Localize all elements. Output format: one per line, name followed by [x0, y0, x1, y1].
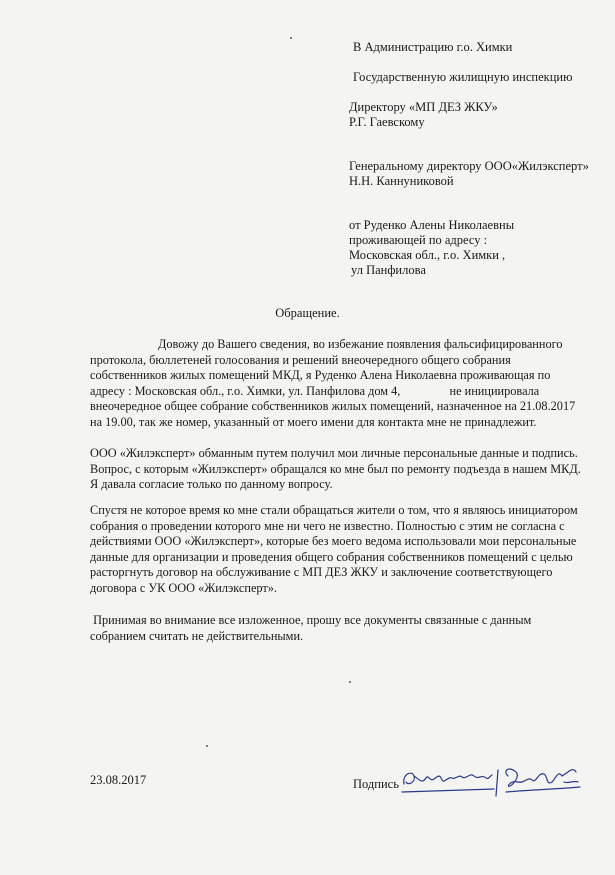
recipient-director-dez — [349, 100, 498, 130]
address-line: Р.Г. Гаевскому — [349, 115, 425, 129]
address-line: Директору «МП ДЕЗ ЖКУ» — [349, 100, 498, 114]
paragraph-3 — [90, 503, 592, 597]
sender-line: ул Панфилова — [351, 263, 426, 277]
paragraph-4 — [90, 613, 592, 644]
recipient-administration — [353, 40, 512, 55]
paragraph-line: внеочередное общее собрание собственников жилых помещений, назначенное на 21.08.2017 — [90, 399, 576, 414]
signature-label: Подпись — [353, 777, 399, 791]
paragraph-line: ООО «Жилэксперт» обманным путем получил мои личные персональные данные и подпись. — [90, 446, 578, 460]
paragraph-line: Довожу до Вашего сведения, во избежание появления фальсифицированного — [158, 337, 563, 351]
scan-speck — [290, 37, 292, 39]
paragraph-line: данные для организации и проведения общего собрания собственников помещений с целью — [90, 549, 573, 564]
handwritten-signature — [398, 762, 588, 802]
sender-line: Московская обл., г.о. Химки , — [349, 248, 506, 262]
paragraph-1 — [90, 337, 592, 431]
paragraph-line: на 19.00, так же номер, указанный от моего имени для контакта мне не принадлежит. — [90, 414, 537, 429]
sender-line: от Руденко Алены Николаевны — [349, 218, 515, 232]
paragraph-line: действиями ООО «Жилэксперт», которые без моего ведома использовали мои персональные — [90, 534, 577, 549]
address-line: Н.Н. Каннуниковой — [349, 174, 454, 188]
sender-line: проживающей по адресу : — [349, 233, 488, 247]
sender-block — [349, 218, 514, 278]
paragraph-line: Принимая во внимание все изложенное, прошу все документы связанные с данным — [90, 613, 532, 627]
recipient-inspection — [353, 70, 572, 85]
paragraph-line: Я давала согласие только по данному вопросу. — [90, 477, 333, 492]
paragraph-line: собрания о проведении которого мне ни чего не известно. Полностью с этим не согласна с — [90, 518, 565, 533]
paragraph-line: собранием считать не действительными. — [90, 628, 304, 643]
address-line: В Администрацию г.о. Химки — [353, 40, 513, 54]
paragraph-line: адресу : Московская обл., г.о. Химки, ул. Панфилова дом 4, не инициировала — [90, 383, 540, 398]
address-line: Государственную жилищную инспекцию — [353, 70, 573, 84]
paragraph-line: протокола, бюллетеней голосования и решений внеочередного общего собрания — [90, 352, 511, 367]
scan-speck — [206, 745, 208, 747]
recipient-general-director — [349, 159, 589, 189]
address-line: Генеральному директору ООО«Жилэксперт» — [349, 159, 589, 173]
paragraph-line: собственников жилых помещений МКД, я Руденко Алена Николаевна проживающая по — [90, 368, 551, 383]
document-title: Обращение. — [275, 306, 340, 320]
paragraph-line: расторгнуть договор на обслуживание с МП ДЕЗ ЖКУ и заключение соответствующего — [90, 565, 553, 580]
scan-speck — [349, 681, 351, 683]
document-date: 23.08.2017 — [90, 773, 147, 787]
paragraph-line: Вопрос, с которым «Жилэксперт» обращался ко мне был по ремонту подъезда в нашем МКД. — [90, 461, 581, 476]
paragraph-line: Спустя не которое время ко мне стали обращаться жители о том, что я являюсь инициатором — [90, 503, 578, 517]
paragraph-line: договора с УК ООО «Жилэксперт». — [90, 580, 277, 595]
paragraph-2 — [90, 446, 592, 493]
